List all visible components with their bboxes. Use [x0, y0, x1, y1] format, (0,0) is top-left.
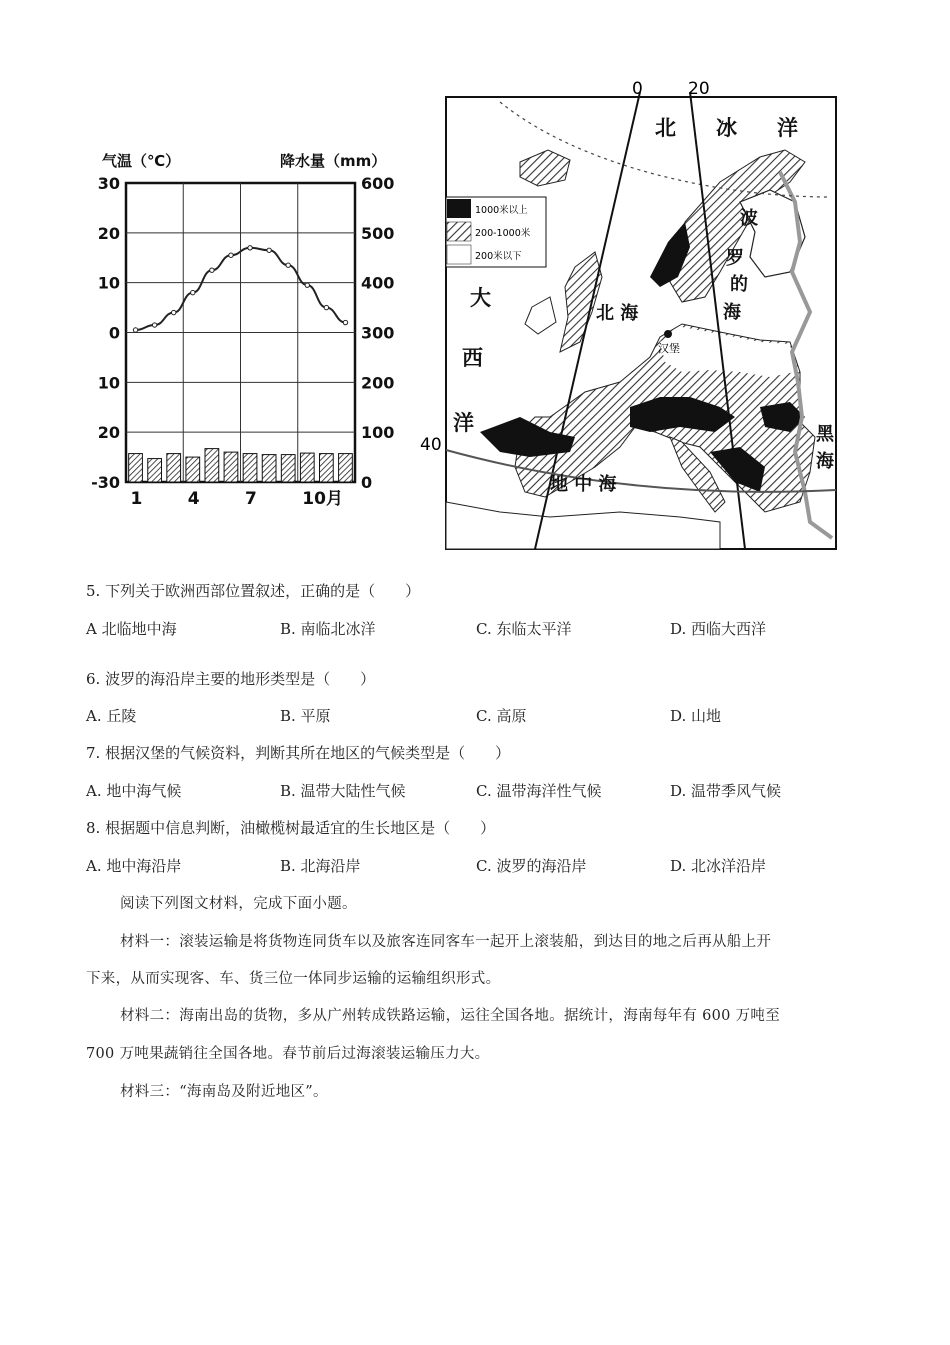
legend-swatch-mid [447, 222, 471, 241]
precip-bar-5 [205, 449, 219, 482]
q7-option-a[interactable]: A. 地中海气候 [86, 782, 182, 800]
lat-label-40: 40 [420, 435, 442, 455]
left-tick-label: 20 [97, 223, 120, 243]
temp-point-2 [152, 323, 156, 327]
q5-option-d[interactable]: D. 西临大西洋 [670, 620, 767, 638]
q5-option-c[interactable]: C. 东临太平洋 [476, 620, 572, 638]
precip-bar-4 [186, 457, 200, 482]
left-tick-label: -30 [91, 473, 120, 492]
precip-bar-12 [339, 454, 353, 482]
europe-map [420, 72, 850, 554]
hamburg-marker [664, 330, 672, 338]
black-sea-char-1: 黑 [816, 424, 834, 445]
q8-option-d[interactable]: D. 北冰洋沿岸 [670, 857, 767, 875]
left-tick-label: 30 [97, 174, 120, 193]
left-tick-label: 0 [108, 323, 120, 343]
north-sea-label: 北 海 [596, 303, 639, 324]
temp-point-1 [133, 328, 137, 332]
x-tick-label: 1 [130, 489, 143, 509]
right-axis-label: 降水量（mm） [280, 152, 387, 170]
atlantic-char-2: 西 [462, 345, 483, 370]
q5-option-b[interactable]: B. 南临北冰洋 [280, 620, 376, 638]
temp-point-11 [324, 305, 328, 309]
right-tick-label: 100 [361, 423, 395, 443]
material-3: 材料三：“海南岛及附近地区”。 [120, 1084, 328, 1100]
temp-point-3 [172, 310, 176, 314]
right-tick-label: 0 [361, 473, 373, 492]
left-tick-label: 10 [97, 373, 120, 393]
temp-point-8 [267, 248, 271, 252]
mediterranean-label: 地 中 海 [550, 474, 617, 495]
material-1-line-2: 下来，从而实现客、车、货三位一体同步运输的运输组织形式。 [86, 971, 501, 987]
q6-option-c[interactable]: C. 高原 [476, 707, 527, 725]
black-sea-char-2: 海 [816, 451, 834, 472]
question-6-stem: 6. 波罗的海沿岸主要的地形类型是（ ） [86, 670, 376, 688]
q8-option-c[interactable]: C. 波罗的海沿岸 [476, 857, 587, 875]
lon-label-0: 0 [632, 79, 643, 99]
plot-area [91, 174, 394, 509]
baltic-char-4: 海 [723, 302, 741, 323]
temp-point-9 [286, 263, 290, 267]
precip-bar-2 [148, 459, 162, 482]
q7-option-d[interactable]: D. 温带季风气候 [670, 782, 782, 800]
hamburg-label: 汉堡 [658, 342, 680, 355]
x-tick-label: 4 [187, 489, 200, 509]
temp-point-12 [343, 320, 347, 324]
baltic-char-3: 的 [730, 274, 748, 295]
baltic-char-1: 波 [740, 208, 758, 229]
left-tick-label: 10 [97, 273, 120, 293]
question-7-stem: 7. 根据汉堡的气候资料，判断其所在地区的气候类型是（ ） [86, 744, 511, 762]
legend-swatch-high [447, 199, 471, 218]
material-2-line-1: 材料二：海南出岛的货物，多从广州转成铁路运输，运往全国各地。据统计，海南每年有 600 万吨至 [120, 1008, 780, 1024]
material-1-line-1: 材料一：滚装运输是将货物连同货车以及旅客连同客车一起开上滚装船，到达目的地之后再从船上开 [120, 934, 772, 950]
q8-option-a[interactable]: A. 地中海沿岸 [86, 857, 182, 875]
legend-label-mid: 200-1000米 [475, 228, 531, 239]
precip-bar-7 [243, 454, 257, 482]
right-tick-label: 300 [361, 323, 395, 343]
precip-bar-10 [300, 453, 314, 482]
right-tick-label: 600 [361, 174, 395, 193]
q6-option-d[interactable]: D. 山地 [670, 707, 722, 725]
precip-bar-3 [167, 454, 181, 482]
q7-option-c[interactable]: C. 温带海洋性气候 [476, 782, 602, 800]
legend-swatch-low [447, 245, 471, 264]
atlantic-char-1: 大 [470, 285, 491, 310]
map-legend [446, 197, 546, 267]
q8-option-b[interactable]: B. 北海沿岸 [280, 857, 361, 875]
question-5-stem: 5. 下列关于欧洲西部位置叙述，正确的是（ ） [86, 582, 421, 600]
temp-point-5 [210, 268, 214, 272]
lon-label-20: 20 [688, 79, 710, 99]
right-tick-label: 200 [361, 373, 395, 393]
arctic-ocean-char-2: 冰 [716, 115, 737, 140]
x-tick-label: 7 [245, 489, 257, 509]
arctic-ocean-char-3: 洋 [777, 115, 798, 140]
atlantic-char-3: 洋 [453, 410, 474, 435]
q5-option-a[interactable]: A 北临地中海 [86, 620, 177, 638]
q6-option-b[interactable]: B. 平原 [280, 707, 331, 725]
question-8-stem: 8. 根据题中信息判断，油橄榄树最适宜的生长地区是（ ） [86, 819, 496, 837]
baltic-char-2: 罗 [726, 248, 744, 269]
legend-label-low: 200米以下 [475, 251, 522, 262]
left-tick-label: 20 [97, 423, 120, 443]
right-tick-label: 500 [361, 223, 395, 243]
legend-label-high: 1000米以上 [475, 205, 528, 216]
precip-bar-11 [320, 454, 334, 482]
temp-point-7 [248, 246, 252, 250]
temp-point-6 [229, 253, 233, 257]
precip-bar-6 [224, 452, 238, 482]
right-tick-label: 400 [361, 273, 395, 293]
precip-bar-9 [281, 455, 295, 482]
x-tick-label: 10月 [302, 489, 343, 509]
temp-point-4 [191, 290, 195, 294]
q6-option-a[interactable]: A. 丘陵 [86, 707, 137, 725]
q7-option-b[interactable]: B. 温带大陆性气候 [280, 782, 406, 800]
climate-chart [80, 140, 410, 520]
precip-bar-1 [129, 454, 143, 482]
left-axis-label: 气温（℃） [102, 152, 181, 170]
material-2-line-2: 700 万吨果蔬销往全国各地。春节前后过海滚装运输压力大。 [86, 1046, 490, 1062]
precip-bar-8 [262, 455, 276, 482]
arctic-ocean-char-1: 北 [655, 115, 676, 140]
reading-intro: 阅读下列图文材料，完成下面小题。 [120, 896, 357, 912]
temp-point-10 [305, 283, 309, 287]
